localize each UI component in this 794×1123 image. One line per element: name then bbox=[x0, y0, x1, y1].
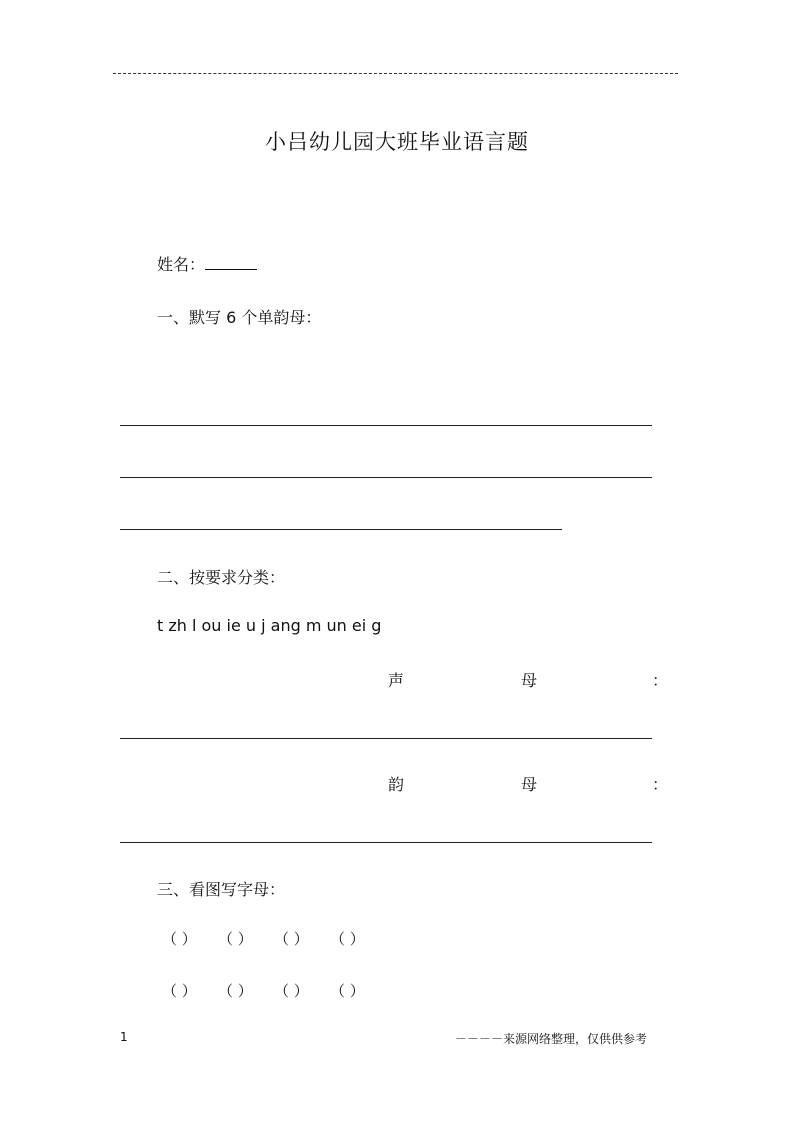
paren-slot[interactable]: （ ） bbox=[274, 982, 309, 1000]
yunmu-answer-line[interactable] bbox=[120, 842, 652, 843]
page-title: 小吕幼儿园大班毕业语言题 bbox=[265, 130, 529, 154]
answer-line-3[interactable] bbox=[120, 529, 562, 530]
top-dashed-rule bbox=[113, 73, 678, 74]
section2-heading: 二、按要求分类： bbox=[157, 568, 286, 587]
section3-heading: 三、看图写字母： bbox=[157, 880, 286, 899]
paren-slot[interactable]: （ ） bbox=[330, 930, 365, 948]
section1-heading: 一、默写 6 个单韵母： bbox=[157, 308, 322, 327]
answer-line-1[interactable] bbox=[120, 425, 652, 426]
yunmu-char-2: 母 bbox=[521, 775, 538, 794]
answer-line-2[interactable] bbox=[120, 477, 652, 478]
paren-slot[interactable]: （ ） bbox=[162, 982, 197, 1000]
letters-list: t zh l ou ie u j ang m un ei g bbox=[157, 616, 382, 635]
name-line bbox=[157, 252, 257, 275]
yunmu-char-1: 韵 bbox=[388, 775, 405, 794]
paren-row-1 bbox=[162, 928, 386, 949]
shengmu-colon: ： bbox=[652, 671, 669, 690]
shengmu-char-2: 母 bbox=[521, 671, 538, 690]
shengmu-char-1: 声 bbox=[388, 671, 405, 690]
yunmu-colon: ： bbox=[652, 775, 669, 794]
paren-slot[interactable]: （ ） bbox=[162, 930, 197, 948]
paren-slot[interactable]: （ ） bbox=[274, 930, 309, 948]
name-blank[interactable] bbox=[205, 255, 257, 270]
name-label: 姓名： bbox=[157, 255, 206, 274]
footer-note: －－－－来源网络整理，仅供供参考 bbox=[455, 1032, 648, 1046]
shengmu-answer-line[interactable] bbox=[120, 738, 652, 739]
page-number: 1 bbox=[120, 1030, 128, 1044]
paren-slot[interactable]: （ ） bbox=[218, 930, 253, 948]
paren-slot[interactable]: （ ） bbox=[218, 982, 253, 1000]
paren-row-2 bbox=[162, 980, 386, 1001]
paren-slot[interactable]: （ ） bbox=[330, 982, 365, 1000]
